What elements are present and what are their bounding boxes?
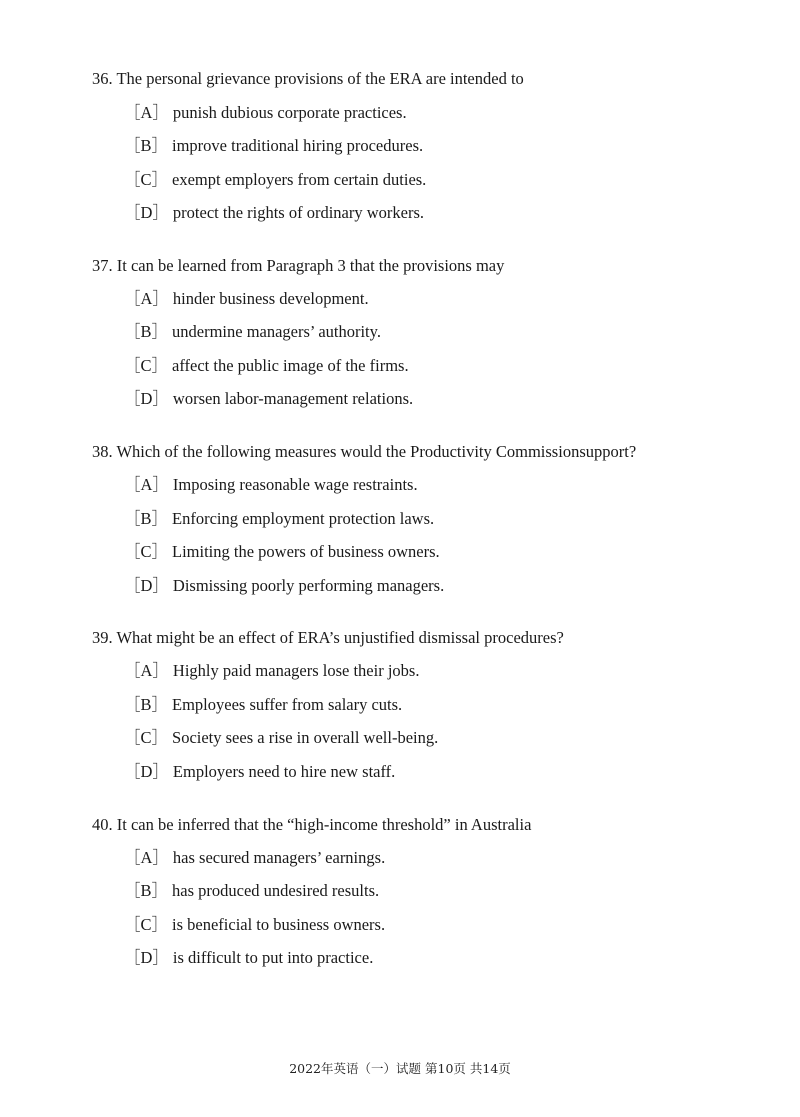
option-letter: ［C］: [124, 915, 169, 934]
option-letter: ［A］: [124, 848, 169, 867]
option-text: Limiting the powers of business owners.: [172, 542, 440, 561]
option-d: [124, 389, 413, 409]
option-text: is beneficial to business owners.: [172, 915, 386, 934]
option-letter: ［D］: [124, 389, 169, 408]
option-text: hinder business development.: [172, 289, 369, 308]
option-letter: ［D］: [124, 948, 169, 967]
option-c: [124, 542, 440, 562]
option-letter: ［C］: [124, 356, 169, 375]
option-b: [124, 695, 402, 715]
option-c: [124, 170, 426, 190]
option-a: [124, 661, 419, 681]
option-text: worsen labor-management relations.: [172, 389, 414, 408]
option-d: [124, 576, 444, 596]
question-stem: 40. It can be inferred that the “high-income threshold” in Australia: [92, 815, 532, 834]
option-letter: ［D］: [124, 576, 169, 595]
question-stem: 38. Which of the following measures would the Productivity Commissionsupport?: [92, 442, 637, 461]
option-text: Dismissing poorly performing managers.: [172, 576, 445, 595]
option-letter: ［A］: [124, 475, 169, 494]
option-text: Employees suffer from salary cuts.: [172, 695, 403, 714]
option-c: [124, 356, 409, 376]
option-text: Society sees a rise in overall well-being.: [172, 728, 439, 747]
option-text: exempt employers from certain duties.: [172, 170, 427, 189]
option-c: [124, 915, 385, 935]
question-stem: 39. What might be an effect of ERA’s unjustified dismissal procedures?: [92, 628, 564, 647]
option-text: Employers need to hire new staff.: [172, 762, 396, 781]
option-letter: ［C］: [124, 542, 169, 561]
option-d: [124, 762, 395, 782]
option-text: Enforcing employment protection laws.: [172, 509, 435, 528]
option-text: undermine managers’ authority.: [172, 322, 381, 341]
option-b: [124, 322, 381, 342]
option-text: has produced undesired results.: [172, 881, 380, 900]
option-letter: ［D］: [124, 762, 169, 781]
option-letter: ［B］: [124, 881, 169, 900]
option-letter: ［A］: [124, 289, 169, 308]
option-text: has secured managers’ earnings.: [172, 848, 386, 867]
option-b: [124, 881, 379, 901]
option-text: affect the public image of the firms.: [172, 356, 409, 375]
option-d: [124, 203, 424, 223]
option-a: [124, 475, 418, 495]
question-stem: 37. It can be learned from Paragraph 3 that the provisions may: [92, 256, 505, 275]
option-letter: ［B］: [124, 509, 169, 528]
option-b: [124, 136, 423, 156]
option-letter: ［B］: [124, 322, 169, 341]
option-letter: ［B］: [124, 136, 169, 155]
option-a: [124, 289, 369, 309]
option-c: [124, 728, 438, 748]
option-d: [124, 948, 373, 968]
option-letter: ［D］: [124, 203, 169, 222]
option-a: [124, 103, 407, 123]
option-letter: ［B］: [124, 695, 169, 714]
option-letter: ［A］: [124, 103, 169, 122]
question-stem: 36. The personal grievance provisions of the ERA are intended to: [92, 69, 524, 88]
option-letter: ［C］: [124, 170, 169, 189]
option-a: [124, 848, 385, 868]
option-text: improve traditional hiring procedures.: [172, 136, 424, 155]
option-letter: ［A］: [124, 661, 169, 680]
option-text: Highly paid managers lose their jobs.: [172, 661, 420, 680]
option-text: protect the rights of ordinary workers.: [172, 203, 425, 222]
option-text: Imposing reasonable wage restraints.: [172, 475, 418, 494]
page-footer: 2022年英语（一）试题 第10页 共14页: [289, 1061, 511, 1076]
option-text: punish dubious corporate practices.: [172, 103, 407, 122]
option-letter: ［C］: [124, 728, 169, 747]
option-text: is difficult to put into practice.: [172, 948, 374, 967]
option-b: [124, 509, 434, 529]
